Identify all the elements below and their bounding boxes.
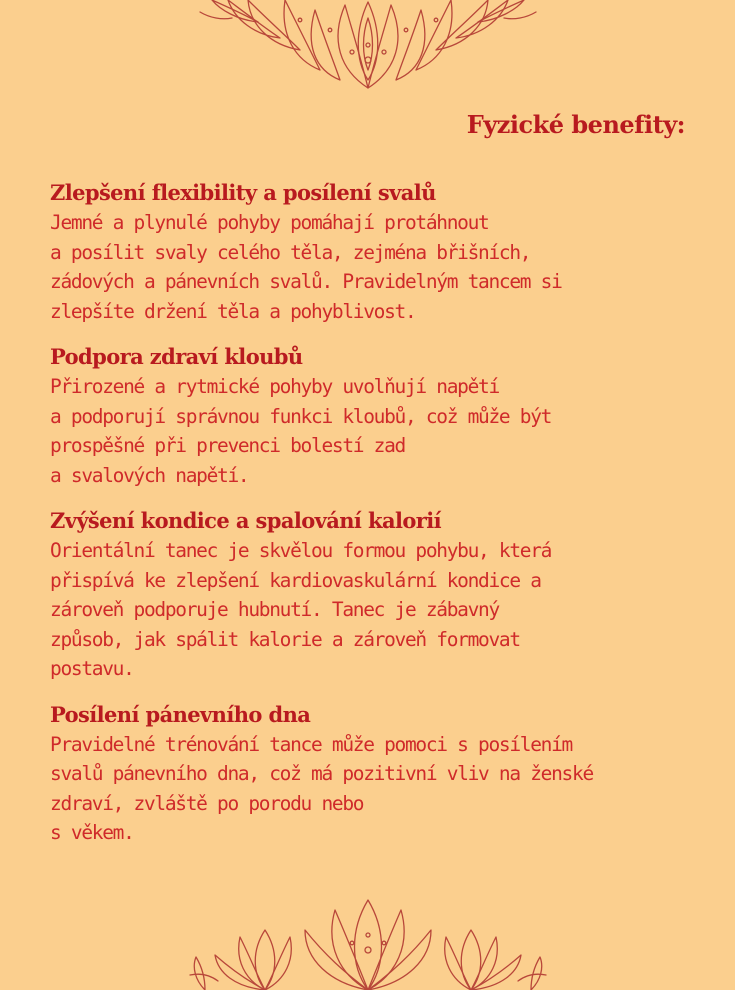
bottom-ornament <box>0 895 735 990</box>
benefit-title: Podpora zdraví kloubů <box>50 344 303 369</box>
text-line: zároveň podporuje hubnutí. Tanec je zábavný <box>50 598 499 621</box>
text-line: Orientální tanec je skvělou formou pohybu, která <box>50 539 552 562</box>
text-line: zdraví, zvláště po porodu nebo <box>50 791 364 815</box>
benefit-description <box>50 730 695 848</box>
text-line: způsob, jak spálit kalorie a zároveň formovat <box>50 627 520 651</box>
page-title: Fyzické benefity: <box>466 110 685 139</box>
mandala-lotus-icon <box>0 0 735 90</box>
text-line: zlepšíte držení těla a pohyblivost. <box>50 299 416 323</box>
text-line: přispívá ke zlepšení kardiovaskulární kondice a <box>50 568 541 592</box>
benefit-section-joints <box>50 342 695 490</box>
text-line: Pravidelné trénování tance může pomoci s posílením <box>50 732 573 756</box>
text-line: Přirozené a rytmické pohyby uvolňují napětí <box>50 375 499 398</box>
text-line: a svalových napětí. <box>50 463 249 487</box>
benefit-title: Zvýšení kondice a spalování kalorií <box>50 508 441 533</box>
text-line: s věkem. <box>50 821 134 844</box>
text-line: Jemné a plynulé pohyby pomáhají protáhnout <box>50 211 489 234</box>
benefit-section-pelvic-floor <box>50 700 695 848</box>
text-line: zádových a pánevních svalů. Pravidelným tancem si <box>50 270 562 293</box>
text-line: a podporují správnou funkci kloubů, což může být <box>50 404 552 428</box>
benefit-description <box>50 372 695 490</box>
benefit-description <box>50 208 695 326</box>
text-line: postavu. <box>50 657 134 680</box>
benefit-description <box>50 536 695 684</box>
top-ornament <box>0 0 735 90</box>
lotus-flowers-icon <box>0 895 735 990</box>
text-line: svalů pánevního dna, což má pozitivní vliv na ženské <box>50 762 593 785</box>
benefit-title: Posílení pánevního dna <box>50 701 311 727</box>
benefit-section-flexibility <box>50 178 695 326</box>
text-line: a posílit svaly celého těla, zejména břišních, <box>50 240 531 264</box>
benefits-list <box>50 178 695 864</box>
benefit-section-fitness <box>50 506 695 684</box>
text-line: prospěšné při prevenci bolestí zad <box>50 434 405 457</box>
benefit-title: Zlepšení flexibility a posílení svalů <box>50 180 436 205</box>
